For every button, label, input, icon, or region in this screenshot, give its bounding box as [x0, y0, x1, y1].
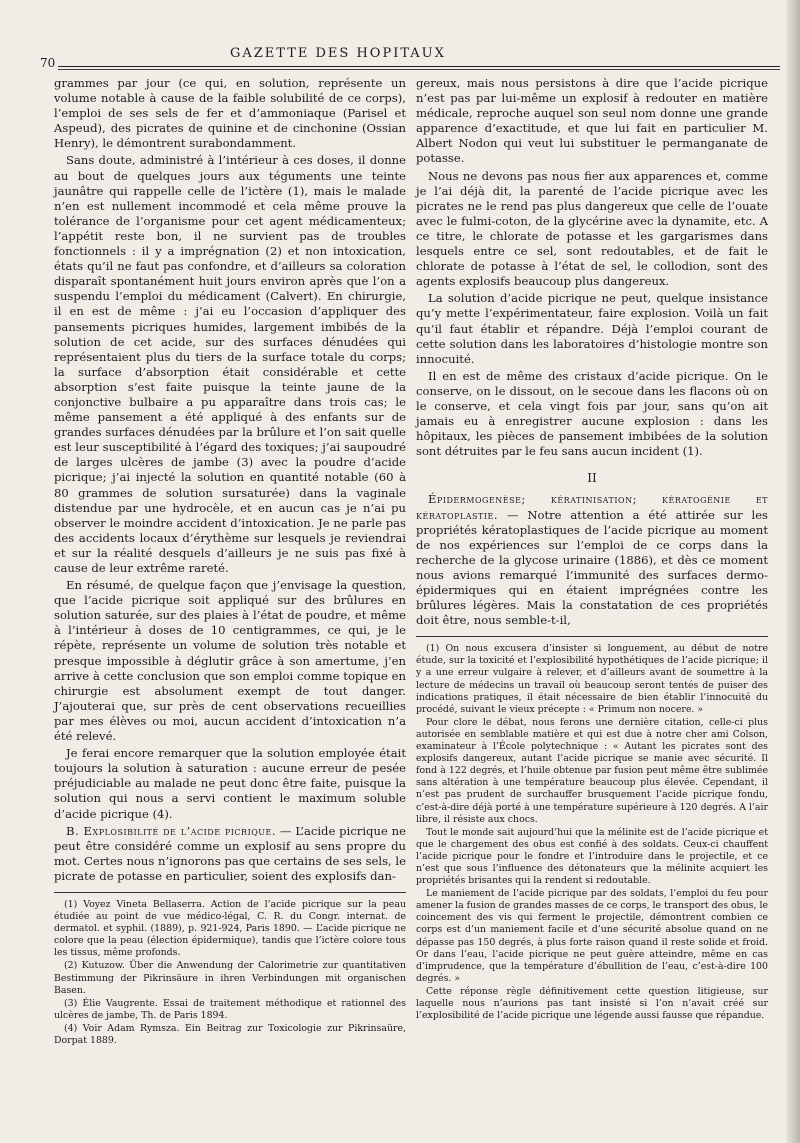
header-rule-thin: [58, 69, 780, 70]
section-ii-title: Épidermogenèse; kératinisation; kératogénie et kératoplastie.: [416, 492, 768, 522]
section-ii: [416, 492, 768, 628]
footnote: Cette réponse règle définitivement cette question litigieuse, sur laquelle nous n’aurions pas tant insisté si l’on n’avait créé sur l’explosibilité de l’acide picrique une légende aussi fausse que répandue.: [416, 985, 768, 1022]
paragraph: Je ferai encore remarquer que la solution employée était toujours la solution à saturation : aucune erreur de pesée préjudiciable au malade ne peut donc être faite, puisque la solution qui nous a servi contient le maximum soluble d’acide picrique (4).: [54, 746, 406, 821]
paragraph: grammes par jour (ce qui, en solution, représente un volume notable à cause de la faible solubilité de ce corps), l’emploi de ses sels de fer et d’ammoniaque (Parisel et Aspeud), des picrates de quinine et de cinchonine (Ossian Henry), le démontrent surabondamment.: [54, 76, 406, 151]
paragraph: gereux, mais nous persistons à dire que l’acide picrique n’est pas par lui-même un explosif à redouter en matière médicale, reproche auquel son seul nom donne une grande apparence d’exactitude, et que lui fait en particulier M. Albert Nodon qui veut lui substituer le permanganate de potasse.: [416, 76, 768, 166]
right-footnotes: [416, 643, 768, 1022]
footnote: (4) Voir Adam Rymsza. Ein Beitrag zur Toxicologie zur Pikrinsaüre, Dorpat 1889.: [54, 1022, 406, 1046]
footnote: (2) Kutuzow. Über die Anwendung der Calorimetrie zur quantitativen Bestimmung der Pikrinsäure in ihren Verbindungen mit organischen Basen.: [54, 960, 406, 996]
page-binding-edge: [786, 0, 800, 1143]
footnote-rule: [54, 892, 406, 893]
footnote: Le maniement de l’acide picrique par des soldats, l’emploi du feu pour amener la fusion de grandes masses de ce corps, le transport des obus, le coincement des vis qui ferment le projectile, démontrent combien ce corps est d’un maniement facile et d’une sécurité absolue quand on ne dépasse pas 150 degrés, à plus forte raison quand il reste solide et froid. Or dans l’eau, l’acide picrique ne peut guère atteindre, même en cas d’imprudence, que la température d’ébullition de l’eau, c’est-à-dire 100 degrés. »: [416, 888, 768, 984]
section-b-title: B. Explosibilité de l’acide picrique.: [66, 823, 277, 838]
section-b: [54, 824, 406, 884]
paragraph: La solution d’acide picrique ne peut, quelque insistance qu’y mette l’expérimentateur, faire explosion. Voilà un fait qu’il faut établir et répandre. Déjà l’emploi courant de cette solution dans les laboratoires d’histologie montre son innocuité.: [416, 291, 768, 366]
section-b-text: — L’acide picrique ne peut être considéré comme un explosif au sens propre du mot. Certes nous n’ignorons pas que certains de ses sels, le picrate de potasse en particulier, soient des explosifs dan-: [54, 823, 406, 883]
page-number: 70: [40, 56, 56, 70]
footnote: Tout le monde sait aujourd’hui que la mélinite est de l’acide picrique et que le chargement des obus est confié à des soldats. Ceux-ci chauffent l’acide picrique pour le fondre et l’introduire dans le projectile, et ce n’est que sous l’influence des détonateurs que la mélinite acquiert les propriétés brisantes qui la rendent si redoutable.: [416, 826, 768, 887]
section-number: II: [587, 471, 597, 486]
left-column: [54, 76, 406, 1048]
left-footnotes: [54, 899, 406, 1047]
footnote-rule: [416, 636, 768, 637]
paragraph: Nous ne devons pas nous fier aux apparences et, comme je l’ai déjà dit, la parenté de l’acide picrique avec les picrates ne le rend pas plus dangereux que celle de l’ouate avec le fulmi-coton, de la glycérine avec la dynamite, etc. A ce titre, le chlorate de potasse et les gargarismes dans lesquels entre ce sel, sont redoutables, et de fait le chlorate de potasse à l’état de sel, le collodion, sont des agents explosifs beaucoup plus dangereux.: [416, 168, 768, 289]
paragraph: En résumé, de quelque façon que j’envisage la question, que l’acide picrique soit appliqué sur des brûlures en solution saturée, sur des plaies à l’état de poudre, et même à l’intérieur à doses de 10 centigrammes, ce qui, je le répète, représente un volume de solution très notable et presque impossible à déglutir grâce à son amertume, j’en arrive à cette conclusion que son emploi comme topique en chirurgie est absolument exempt de tout danger. J’ajouterai que, sur près de cent observations recueillies par mes élèves ou moi, aucun accident d’intoxication n’a été relevé.: [54, 578, 406, 744]
paragraph: Il en est de même des cristaux d’acide picrique. On le conserve, on le dissout, on le secoue dans les flacons où on le conserve, et cela vingt fois par jour, sans qu’on ait jamais eu à enregistrer aucune explosion : dans les hôpitaux, les pièces de pansement imbibées de la solution sont détruites par le feu sans aucun incident (1).: [416, 368, 768, 459]
header-rule: [58, 66, 780, 67]
footnote: (3) Élie Vaugrente. Essai de traitement méthodique et rationnel des ulcères de jambe, Th. de Paris 1894.: [54, 997, 406, 1021]
section-ii-text: — Notre attention a été attirée sur les propriétés kératoplastiques de l’acide picrique au moment de nos expériences sur l’emploi de ce corps dans la recherche de la glycose urinaire (1886), et dès ce moment nous avions remarqué l’immunité des surfaces dermo-épidermiques qui en étaient imprégnées contre les brûlures légères. Mais la constatation de ces propriétés doit être, nous semble-t-il,: [416, 507, 768, 628]
paragraph: Sans doute, administré à l’intérieur à ces doses, il donne au bout de quelques jours aux téguments une teinte jaunâtre qui rappelle celle de l’ictère (1), mais le malade n’en est nullement incommodé et cela même prouve la tolérance de l’organisme pour cet agent médicamenteux; l’appétit reste bon, il ne survient pas de troubles fonctionnels : il y a imprégnation (2) et non intoxication, états qu’il ne faut pas confondre, et d’ailleurs sa coloration disparaît spontanément huit jours environ après que l’on a suspendu l’emploi du médicament (Calvert). En chirurgie, il en est de même : j’ai eu l’occasion d’appliquer des pansements picriques humides, largement imbibés de la solution de cet acide, sur des surfaces dénudées qui représentaient plus du tiers de la surface totale du corps; la surface d’absorption était considérable et cette absorption s’est faite puisque la teinte jaune de la conjonctive bulbaire a pu apparaître dans trois cas; le même pansement a été appliqué à des enfants sur de grandes surfaces dénudées par la brûlure et l’on sait quelle est leur susceptibilité à l’égard des toxiques; j’ai saupoudré de larges ulcères de jambe (3) avec la poudre d’acide picrique; j’ai injecté la solution en quantité notable (60 à 80 grammes de solution sursaturée) dans la vaginale distendue par une hydrocèle, et en aucun cas je n’ai pu observer le moindre accident d’intoxication. Je ne parle pas des accidents locaux d’érythème sur lesquels je reviendrai et sur la réalité desquels d’ailleurs je ne suis pas fixé à cause de leur extrême rareté.: [54, 153, 406, 575]
right-column: [416, 76, 768, 1023]
footnote: Pour clore le débat, nous ferons une dernière citation, celle-ci plus autorisée en semblable matière et qui est due à notre cher ami Colson, examinateur à l’École polytechnique : « Autant les picrates sont des explosifs dangereux, autant l’acide picrique se manie avec sécurité. Il fond à 122 degrés, et l’huile obtenue par fusion peut même être sublimée sans altération à une température beaucoup plus élevée. Cependant, il n’est pas prudent de surchauffer brusquement l’acide picrique fondu, c’est-à-dire déjà porté à une température supérieure à 120 degrés. A l’air libre, il résiste aux chocs.: [416, 716, 768, 825]
footnote: (1) On nous excusera d’insister si longuement, au début de notre étude, sur la toxicité et l’explosibilité hypothétiques de l’acide picrique; il y a une erreur vulgaire à relever, et d’ailleurs avant de soumettre à la lecture de médecins un travail où beaucoup seront tentés de puiser des indications pratiques, il était nécessaire de bien établir l’innocuité du procédé, suivant le vieux précepte : « Primum non nocere. »: [416, 643, 768, 715]
running-head: GAZETTE DES HOPITAUX: [230, 46, 446, 61]
footnote: (1) Voyez Vineta Bellaserra. Action de l’acide picrique sur la peau étudiée au point de vue médico-légal, C. R. du Congr. internat. de dermatol. et syphil. (1889), p. 921-924, Paris 1890. — L’acide picrique ne colore que la peau (élection épidermique), tandis que l’ictère colore tous les tissus, même profonds.: [54, 898, 406, 959]
